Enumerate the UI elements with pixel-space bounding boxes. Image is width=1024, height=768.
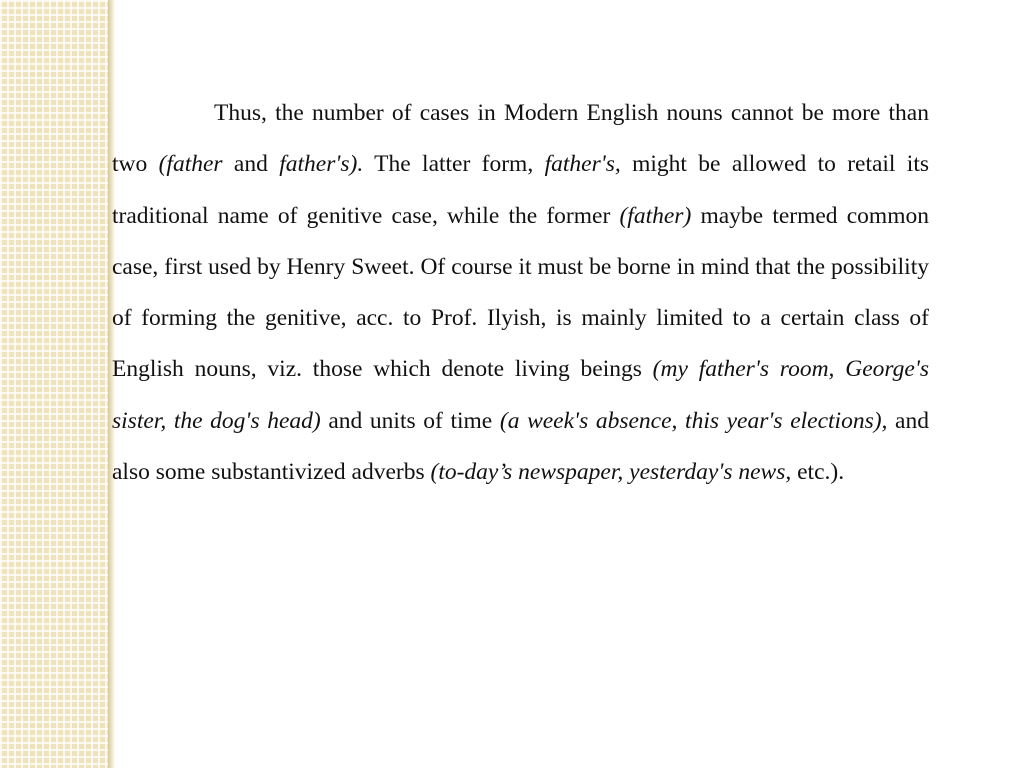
- italic-example: (a week's absence, this year's elections),: [499, 407, 888, 434]
- text-segment: might be allowed to retail its traditional name of genitive case, while the former: [112, 151, 930, 229]
- body-paragraph: [112, 88, 929, 498]
- text-segment: maybe termed common case, first used by Henry Sweet. Of course it must be borne in mind that the possibility of forming the genitive, acc. to Prof. Ilyish, is mainly limited to a certain class of English nouns, viz. those which denote living beings: [112, 202, 929, 383]
- italic-example: father's).: [279, 151, 364, 178]
- italic-example: (my father's room, George's sister, the dog's head): [112, 356, 929, 434]
- text-segment: Thus, the number of cases in Modern English nouns cannot be more than two: [112, 100, 929, 178]
- text-segment: The latter form,: [363, 151, 545, 178]
- decorative-side-pattern: [0, 0, 108, 768]
- italic-example: (to-day’s newspaper, yesterday's news,: [430, 459, 792, 486]
- italic-example: (father): [619, 202, 692, 229]
- text-segment: and: [222, 151, 280, 178]
- text-segment: and units of time: [320, 407, 500, 434]
- italic-example: (father: [158, 151, 223, 178]
- italic-example: father's,: [544, 151, 621, 178]
- text-segment: and also some substantivized adverbs: [112, 407, 929, 486]
- text-segment: etc.).: [791, 459, 845, 486]
